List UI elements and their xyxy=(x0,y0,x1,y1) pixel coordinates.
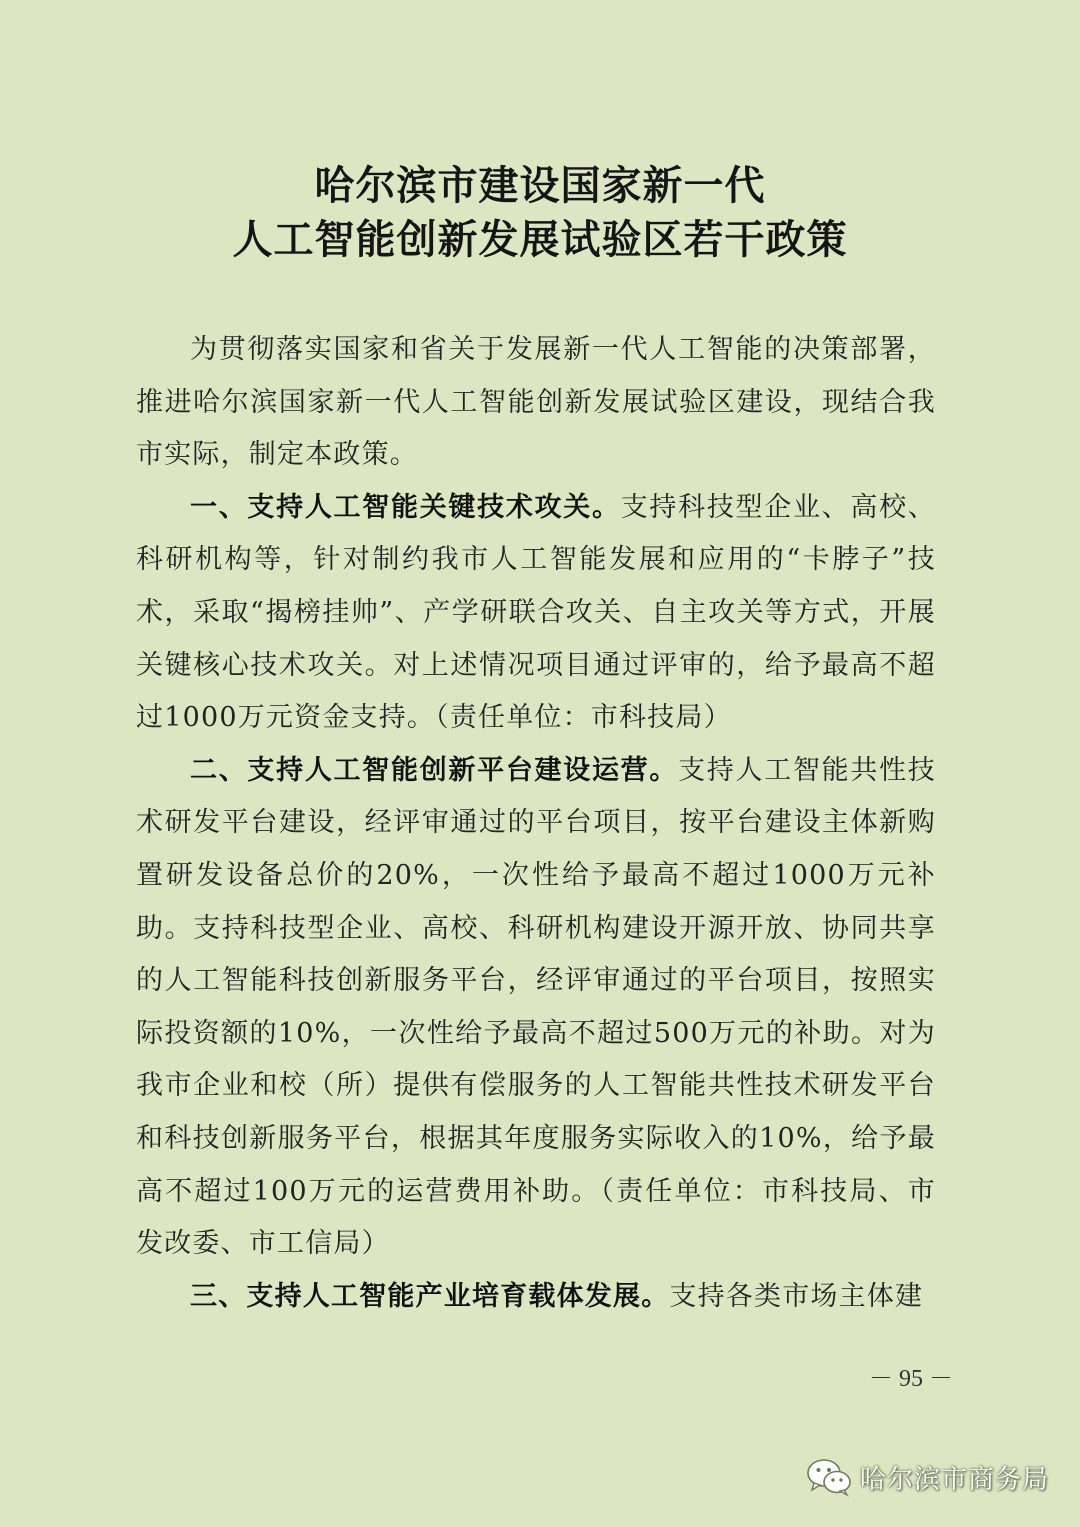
document-body xyxy=(136,324,936,1323)
section-paragraph-1 xyxy=(136,482,936,745)
document-title-line-1: 哈尔滨市建设国家新一代 xyxy=(314,162,766,209)
section-paragraph-2 xyxy=(136,745,936,1271)
section-heading-3: 三、支持人工智能产业培育载体发展。 xyxy=(190,1280,670,1312)
watermark-label: 哈尔滨市商务局 xyxy=(860,1464,1050,1495)
section-text-3: 支持各类市场主体建 xyxy=(669,1280,924,1312)
section-paragraph-3 xyxy=(136,1271,936,1324)
section-text-2: 支持人工智能共性技术研发平台建设，经评审通过的平台项目，按平台建设主体新购置研发设备总价的20%，一次性给予最高不超过1000万元补助。支持科技型企业、高校、科研机构建设开源开放、协同共享的人工智能科技创新服务平台，经评审通过的平台项目，按照实际投资额的10%，一次性给予最高不超过500万元的补助。对为我市企业和校（所）提供有偿服务的人工智能共性技术研发平台和科技创新服务平台，根据其年度服务实际收入的10%，给予最高不超过100万元的运营费用补助。（责任单位：市科技局、市发改委、市工信局） xyxy=(136,754,936,1260)
section-heading-1: 一、支持人工智能关键技术攻关。 xyxy=(190,491,621,523)
page-number: － 95 － xyxy=(869,1366,953,1392)
wechat-icon xyxy=(806,1457,852,1497)
intro-paragraph: 为贯彻落实国家和省关于发展新一代人工智能的决策部署，推进哈尔滨国家新一代人工智能创新发展试验区建设，现结合我市实际，制定本政策。 xyxy=(136,334,936,471)
section-text-1: 支持科技型企业、高校、科研机构等，针对制约我市人工智能发展和应用的“卡脖子”技术，采取“揭榜挂帅”、产学研联合攻关、自主攻关等方式，开展关键核心技术攻关。对上述情况项目通过评审的，给予最高不超过1000万元资金支持。（责任单位：市科技局） xyxy=(136,491,937,734)
section-heading-2: 二、支持人工智能创新平台建设运营。 xyxy=(190,754,679,786)
account-watermark xyxy=(806,1452,1049,1502)
document-title-line-2: 人工智能创新发展试验区若干政策 xyxy=(232,216,848,263)
